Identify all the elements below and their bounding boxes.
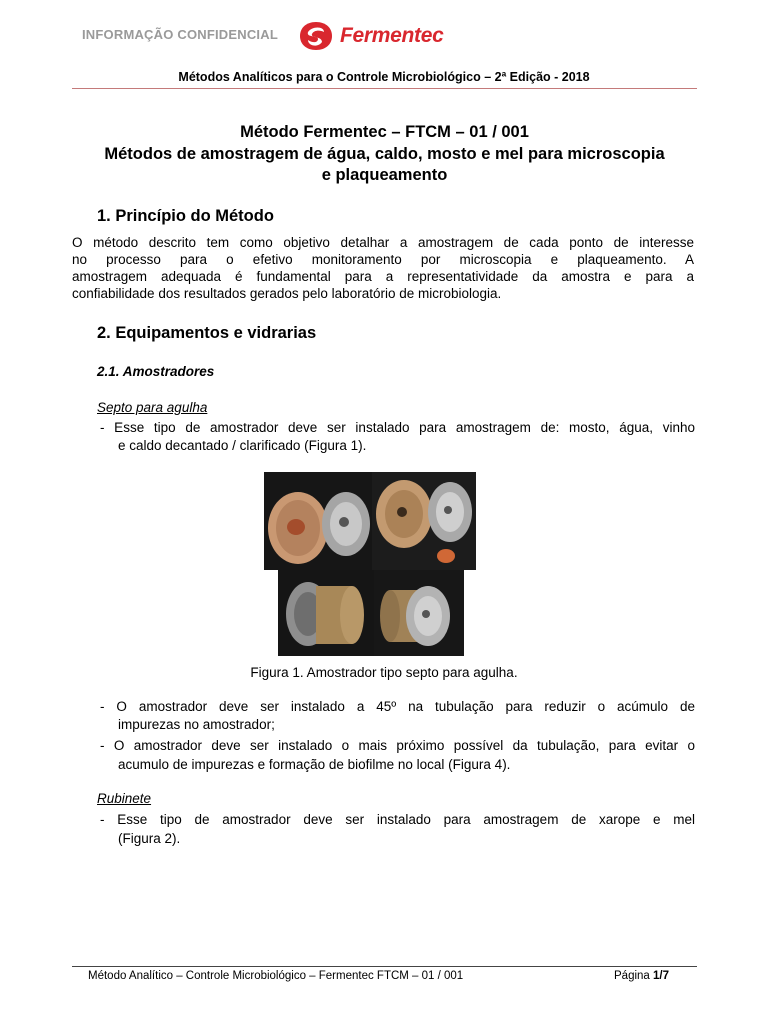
logo-text: Fermentec	[340, 24, 444, 47]
footer-document-id: Método Analítico – Controle Microbiológico – Fermentec FTCM – 01 / 001	[88, 970, 464, 982]
paragraph-line: O método descrito tem como objetivo detalhar a amostragem de cada ponto de interesse	[72, 235, 694, 250]
section-1-paragraph	[72, 234, 694, 302]
sampler-photo-icon	[278, 570, 374, 656]
install-item-2-line1: - O amostrador deve ser instalado o mais próximo possível da tubulação, para evitar o	[100, 738, 695, 753]
fermentec-logo-icon	[298, 20, 334, 52]
figure-1-photo-top-right	[372, 472, 476, 570]
document-header: Métodos Analíticos para o Controle Microbiológico – 2ª Edição - 2018	[178, 70, 590, 84]
footer-page-number	[614, 970, 669, 982]
install-item-1-line2: impurezas no amostrador;	[118, 717, 275, 732]
footer-divider	[72, 966, 697, 967]
confidential-label: INFORMAÇÃO CONFIDENCIAL	[82, 27, 278, 42]
section-2-heading: 2. Equipamentos e vidrarias	[97, 324, 317, 342]
rubinete-item-line2: (Figura 2).	[118, 831, 181, 846]
figure-1-photo-bottom-left	[278, 570, 374, 656]
septo-item-line1: - Esse tipo de amostrador deve ser instalado para amostragem de: mosto, água, vinho	[100, 420, 695, 435]
header-divider	[72, 88, 697, 89]
section-1-heading: 1. Princípio do Método	[97, 207, 274, 225]
septo-label: Septo para agulha	[97, 400, 208, 415]
paragraph-line: confiabilidade dos resultados gerados pelo laboratório de microbiologia.	[72, 286, 502, 301]
method-subtitle-line1: Métodos de amostragem de água, caldo, mosto e mel para microscopia	[104, 145, 665, 163]
method-title: Método Fermentec – FTCM – 01 / 001	[240, 123, 529, 141]
sampler-photo-icon	[374, 570, 464, 656]
sampler-photo-icon	[264, 472, 372, 570]
subsection-2-1-heading: 2.1. Amostradores	[97, 364, 215, 379]
page-number: 1/7	[653, 970, 670, 982]
rubinete-item-line1: - Esse tipo de amostrador deve ser instalado para amostragem de xarope e mel	[100, 812, 695, 827]
method-subtitle-line2: e plaqueamento	[321, 166, 448, 184]
sampler-photo-icon	[372, 472, 476, 570]
septo-item-line2: e caldo decantado / clarificado (Figura 1).	[118, 438, 367, 453]
paragraph-line: amostragem adequada é fundamental para a representatividade da amostra e para a	[72, 269, 694, 284]
paragraph-line: no processo para o efetivo monitoramento por microscopia e plaqueamento. A	[72, 252, 694, 267]
install-item-1-line1: - O amostrador deve ser instalado a 45º na tubulação para reduzir o acúmulo de	[100, 699, 695, 714]
fermentec-logo	[298, 20, 444, 52]
figure-1-photo-bottom-right	[374, 570, 464, 656]
figure-1-caption: Figura 1. Amostrador tipo septo para agulha.	[250, 665, 518, 680]
install-item-2-line2: acumulo de impurezas e formação de biofilme no local (Figura 4).	[118, 757, 511, 772]
rubinete-label: Rubinete	[97, 791, 152, 806]
page-label: Página	[614, 970, 654, 982]
figure-1-photo-top-left	[264, 472, 372, 570]
